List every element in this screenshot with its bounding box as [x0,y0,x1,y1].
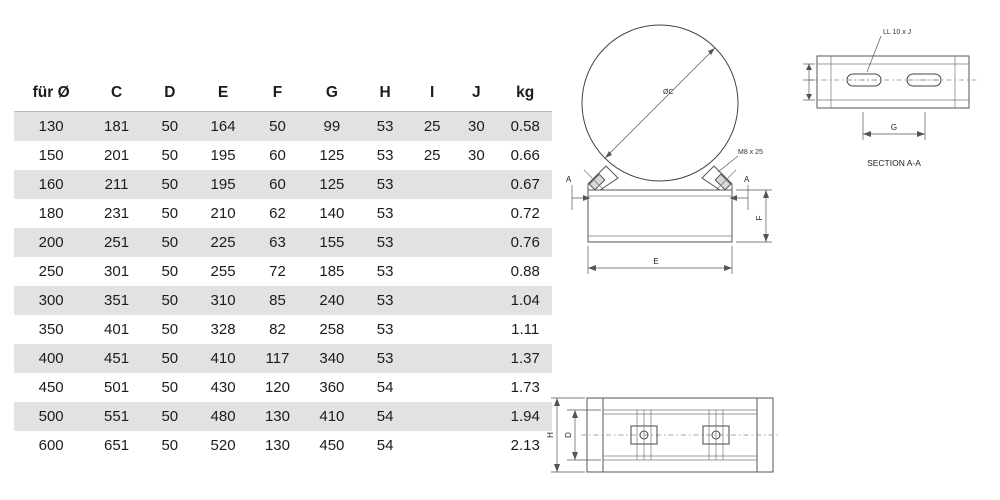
cell-j [454,257,498,286]
cell-f: 117 [251,344,303,373]
cell-e: 328 [210,321,236,338]
cell-g: 185 [319,263,345,280]
cell-e: 410 [195,344,252,373]
cell-e: 210 [210,205,236,222]
front-view-drawing [560,10,790,300]
cell-d: 50 [161,147,179,164]
cell-kg: 0.66 [510,147,540,164]
cell-j: 30 [454,112,498,142]
cell-f: 50 [251,112,303,142]
cell-j [454,373,498,402]
bolt-label-leader [718,156,738,172]
cell-e: 164 [195,112,252,142]
cell-d: 50 [145,344,195,373]
cell-g: 155 [304,228,361,257]
cell-i [410,228,454,257]
cell-e: 195 [195,170,252,199]
cell-i [410,199,454,228]
cell-diameter: 150 [38,147,64,164]
cell-kg: 0.76 [498,228,552,257]
cell-i [410,373,454,402]
column-header-f: F [251,78,303,112]
cell-h: 54 [376,437,394,454]
cell-e: 430 [210,379,236,396]
cell-f: 60 [251,170,303,199]
cell-c: 401 [104,321,130,338]
cell-g: 410 [304,402,361,431]
cell-kg: 0.67 [498,170,552,199]
cell-kg: 1.04 [498,286,552,315]
cell-c: 451 [88,344,145,373]
cell-kg: 0.58 [498,112,552,142]
cell-d: 50 [145,228,195,257]
cell-e: 255 [210,263,236,280]
cell-kg: 2.13 [510,437,540,454]
cell-diameter: 200 [14,228,88,257]
cell-f: 130 [264,437,290,454]
dimension-g-label: G [890,123,898,132]
cell-j [454,315,498,344]
column-header-kg: kg [498,78,552,112]
column-header-d: D [145,78,195,112]
cell-c: 251 [88,228,145,257]
cell-i [410,286,454,315]
slot-label: LL 10 x J [883,29,912,36]
cell-j [454,228,498,257]
cell-kg: 1.94 [498,402,552,431]
cell-g: 125 [319,147,345,164]
cell-e: 310 [195,286,252,315]
cell-j: 30 [468,147,485,164]
section-mark-left [566,175,590,210]
cell-f: 63 [251,228,303,257]
diameter-label: ØC [663,89,674,96]
cell-diameter: 250 [38,263,64,280]
cell-i [410,402,454,431]
table-row [14,228,552,257]
dimension-e [588,246,732,274]
column-header-i: I [410,78,454,112]
column-header-g: G [304,78,361,112]
cell-h: 53 [376,321,394,338]
dimension-f-label: F [755,215,764,221]
bottom-view-drawing [545,380,805,495]
cell-h: 53 [360,344,410,373]
cell-h: 54 [360,402,410,431]
cell-f: 82 [269,321,286,338]
bracket-main-body [588,190,732,242]
cell-diameter: 400 [14,344,88,373]
table-row [14,402,552,431]
cell-g: 240 [304,286,361,315]
cell-j [454,431,498,460]
table-row [14,286,552,315]
cell-h: 53 [376,205,394,222]
cell-kg: 0.72 [510,205,540,222]
cell-kg: 1.37 [498,344,552,373]
cell-e: 195 [210,147,236,164]
cell-c: 501 [104,379,130,396]
cell-f: 130 [251,402,303,431]
cell-diameter: 300 [14,286,88,315]
cell-f: 72 [269,263,286,280]
cell-d: 50 [145,286,195,315]
dimension-g [863,112,925,140]
cell-f: 62 [269,205,286,222]
cell-d: 50 [161,205,179,222]
cell-i: 25 [410,112,454,142]
table-row [14,344,552,373]
cell-i [410,344,454,373]
cell-c: 181 [88,112,145,142]
cell-d: 50 [161,437,179,454]
section-mark-right [730,175,750,210]
cell-g: 258 [319,321,345,338]
cell-j [454,286,498,315]
section-aa-drawing [795,14,995,194]
table-row [14,199,552,228]
table-row [14,373,552,402]
cell-i [410,170,454,199]
cell-g: 450 [319,437,345,454]
cell-g: 360 [319,379,345,396]
cell-diameter: 450 [38,379,64,396]
column-header-h: H [360,78,410,112]
cell-d: 50 [145,112,195,142]
cell-e: 225 [195,228,252,257]
cell-kg: 1.11 [511,321,540,338]
cell-c: 201 [104,147,130,164]
cell-h: 53 [360,286,410,315]
dimension-d-label: D [564,432,573,438]
bolt-label: M8 x 25 [738,149,763,156]
section-letter-right: A [744,175,750,184]
cell-f: 120 [264,379,290,396]
cell-diameter: 180 [38,205,64,222]
cell-d: 50 [161,379,179,396]
cell-j [454,199,498,228]
cell-kg: 1.73 [510,379,540,396]
specification-table [14,78,552,460]
cell-g: 140 [319,205,345,222]
section-caption: SECTION A-A [867,158,921,168]
table-row [14,257,552,286]
cell-i: 25 [423,147,441,164]
section-left-dim-ticks [803,64,815,100]
cell-j [454,170,498,199]
cell-d: 50 [161,321,179,338]
cell-i [410,315,454,344]
cell-h: 53 [376,263,394,280]
cell-g: 125 [304,170,361,199]
table-row [14,141,552,170]
column-header-c: C [88,78,145,112]
dimension-e-label: E [653,257,659,266]
cell-h: 53 [360,112,410,142]
cell-h: 54 [376,379,394,396]
table-header-row [14,78,552,112]
cell-diameter: 160 [14,170,88,199]
cell-d: 50 [145,402,195,431]
cell-kg: 0.88 [510,263,540,280]
cell-g: 340 [304,344,361,373]
cell-diameter: 600 [38,437,64,454]
cell-c: 551 [88,402,145,431]
dimension-h-label: H [546,432,555,438]
specification-table-wrapper [14,78,552,460]
cell-f: 60 [269,147,286,164]
table-row [14,431,552,460]
table-row [14,315,552,344]
cell-j [454,402,498,431]
cell-c: 231 [104,205,130,222]
cell-e: 480 [195,402,252,431]
table-row [14,112,552,142]
cell-d: 50 [161,263,179,280]
cell-c: 351 [88,286,145,315]
cell-e: 520 [210,437,236,454]
cell-d: 50 [145,170,195,199]
column-header-j: J [454,78,498,112]
cell-g: 99 [304,112,361,142]
table-row [14,170,552,199]
cell-c: 211 [88,170,145,199]
column-header-diameter: für Ø [14,78,88,112]
cell-diameter: 500 [14,402,88,431]
cell-j [454,344,498,373]
column-header-e: E [195,78,252,112]
cell-diameter: 350 [38,321,64,338]
cell-i [410,431,454,460]
cell-c: 301 [104,263,130,280]
cell-f: 85 [251,286,303,315]
cell-i [410,257,454,286]
section-letter-left: A [566,175,572,184]
cell-h: 53 [376,147,394,164]
cell-h: 53 [360,170,410,199]
diameter-line [605,48,715,158]
cell-diameter: 130 [14,112,88,142]
cell-h: 53 [360,228,410,257]
cell-c: 651 [104,437,130,454]
